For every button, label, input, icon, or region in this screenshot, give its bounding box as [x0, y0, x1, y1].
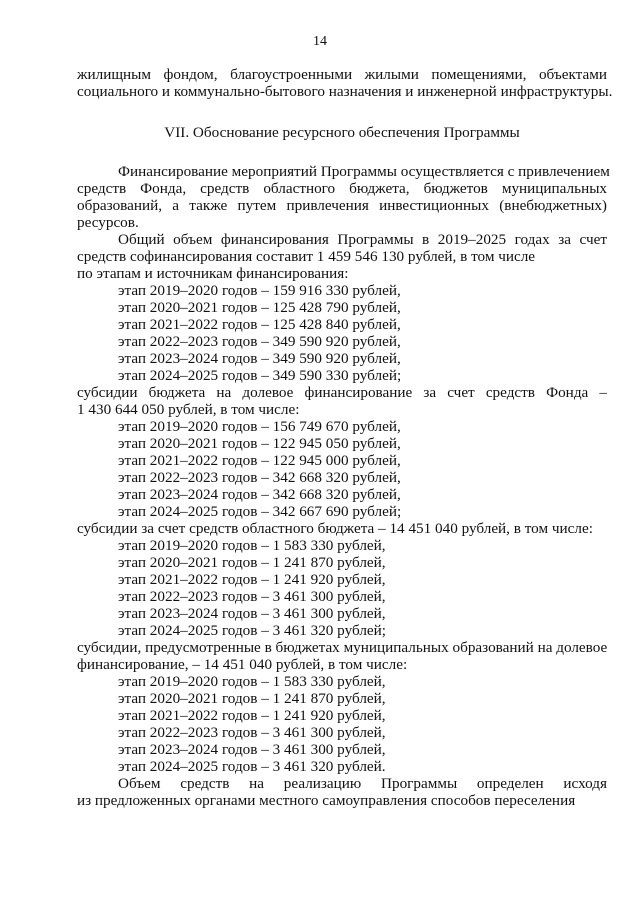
funding-list-total — [77, 282, 607, 384]
text-line: из предложенных органами местного самоуправления способов переселения — [77, 792, 576, 809]
list-item: этап 2019–2020 годов – 156 749 670 рублей, — [118, 418, 401, 435]
text-line: субсидии бюджета на долевое финансирование за счет средств Фонда – — [77, 384, 607, 401]
text-line: Финансирование мероприятий Программы осуществляется с привлечением — [118, 163, 610, 180]
list-item: этап 2019–2020 годов – 159 916 330 рублей, — [118, 282, 401, 299]
list-item: этап 2020–2021 годов – 1 241 870 рублей, — [118, 690, 386, 707]
text-line: Общий объем финансирования Программы в 2019–2025 годах за счет — [118, 231, 607, 248]
list-item: этап 2021–2022 годов – 1 241 920 рублей, — [118, 707, 386, 724]
text-line: социального и коммунально-бытового назначения и инженерной инфраструктуры. — [77, 83, 613, 100]
list-item: этап 2023–2024 годов – 3 461 300 рублей, — [118, 741, 386, 758]
text-line: Объем средств на реализацию Программы определен исходя — [118, 775, 607, 792]
text-line: финансирование, – 14 451 040 рублей, в том числе: — [77, 656, 408, 673]
list-item: этап 2024–2025 годов – 3 461 320 рублей. — [118, 758, 386, 775]
list-item: этап 2023–2024 годов – 342 668 320 рублей, — [118, 486, 401, 503]
list-item: этап 2024–2025 годов – 3 461 320 рублей; — [118, 622, 386, 639]
text-line: средств Фонда, средств областного бюджета, бюджетов муниципальных — [77, 180, 607, 197]
funding-list-fund — [77, 418, 607, 520]
funding-list-regional — [77, 537, 607, 639]
text-line: 1 430 644 050 рублей, в том числе: — [77, 401, 300, 418]
list-item: этап 2020–2021 годов – 125 428 790 рублей, — [118, 299, 401, 316]
list-item: этап 2021–2022 годов – 1 241 920 рублей, — [118, 571, 386, 588]
list-item: этап 2019–2020 годов – 1 583 330 рублей, — [118, 537, 386, 554]
section-heading: VII. Обоснование ресурсного обеспечения Программы — [164, 124, 520, 141]
list-item: этап 2023–2024 годов – 349 590 920 рублей, — [118, 350, 401, 367]
list-item: этап 2022–2023 годов – 3 461 300 рублей, — [118, 724, 386, 741]
list-item: этап 2024–2025 годов – 342 667 690 рублей; — [118, 503, 402, 520]
list-item: этап 2021–2022 годов – 125 428 840 рублей, — [118, 316, 401, 333]
funding-list-municipal — [77, 673, 607, 775]
list-item: этап 2022–2023 годов – 349 590 920 рублей, — [118, 333, 401, 350]
list-item: этап 2021–2022 годов – 122 945 000 рублей, — [118, 452, 401, 469]
text-line: ресурсов. — [77, 214, 139, 231]
text-line: жилищным фондом, благоустроенными жилыми помещениями, объектами — [77, 66, 607, 83]
text-line: образований, а также путем привлечения инвестиционных (внебюджетных) — [77, 197, 607, 214]
list-item: этап 2019–2020 годов – 1 583 330 рублей, — [118, 673, 386, 690]
list-item: этап 2020–2021 годов – 1 241 870 рублей, — [118, 554, 386, 571]
text-line: по этапам и источникам финансирования: — [77, 265, 349, 282]
list-item: этап 2024–2025 годов – 349 590 330 рублей; — [118, 367, 402, 384]
list-item: этап 2022–2023 годов – 342 668 320 рублей, — [118, 469, 401, 486]
text-line: субсидии за счет средств областного бюджета – 14 451 040 рублей, в том числе: — [77, 520, 593, 537]
list-item: этап 2020–2021 годов – 122 945 050 рублей, — [118, 435, 401, 452]
document-body — [77, 66, 613, 809]
text-line: средств софинансирования составит 1 459 546 130 рублей, в том числе — [77, 248, 536, 265]
page-number: 14 — [313, 34, 327, 49]
list-item: этап 2022–2023 годов – 3 461 300 рублей, — [118, 588, 386, 605]
text-line: субсидии, предусмотренные в бюджетах муниципальных образований на долевое — [77, 639, 608, 656]
list-item: этап 2023–2024 годов – 3 461 300 рублей, — [118, 605, 386, 622]
